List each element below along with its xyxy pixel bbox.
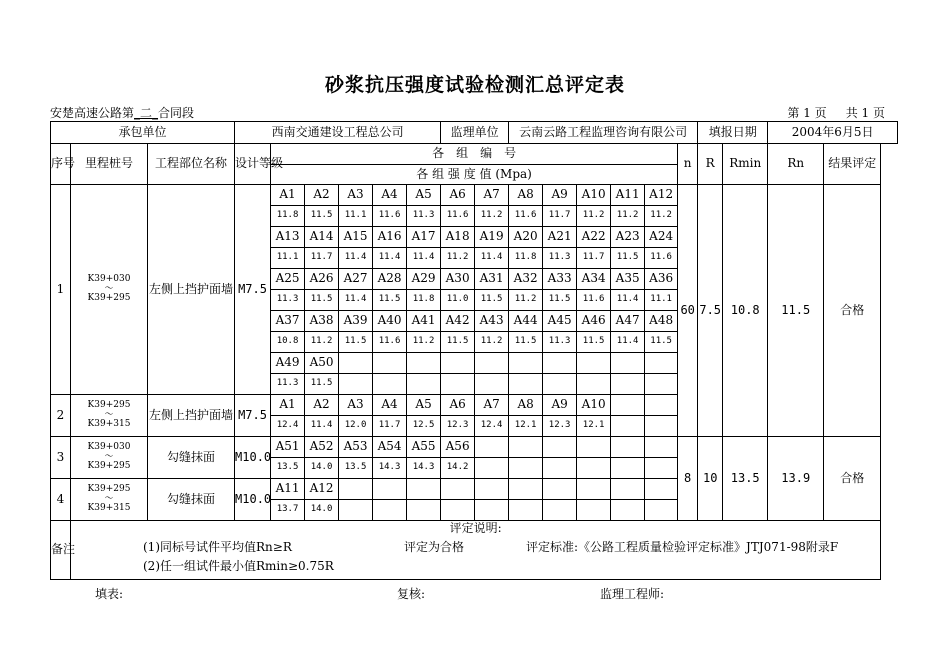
stat-rmin: 10.8 <box>723 185 768 437</box>
group-id-cell: A21 <box>543 227 577 248</box>
strength-value-cell: 11.5 <box>475 290 509 311</box>
row-seq: 3 <box>51 437 71 479</box>
group-id-cell: A11 <box>271 479 305 500</box>
strength-value-cell: 11.3 <box>271 290 305 311</box>
supervisor-name: 云南云路工程监理咨询有限公司 <box>509 122 698 144</box>
strength-value-cell: 13.5 <box>271 458 305 479</box>
group-id-cell: A3 <box>339 185 373 206</box>
stake-tilde: ～ <box>104 493 114 504</box>
group-id-cell: A18 <box>441 227 475 248</box>
strength-value-cell <box>475 500 509 521</box>
page-total: 共 1 页 <box>845 106 885 120</box>
strength-value-cell: 11.3 <box>407 206 441 227</box>
group-id-cell <box>577 479 611 500</box>
info-row <box>51 122 898 144</box>
strength-value-cell: 11.7 <box>543 206 577 227</box>
row-stake <box>71 185 148 395</box>
group-id-cell: A34 <box>577 269 611 290</box>
strength-value-cell: 10.8 <box>271 332 305 353</box>
stake-from: K39+030 <box>87 273 131 284</box>
strength-value-cell: 11.4 <box>611 290 645 311</box>
strength-value-cell: 11.2 <box>645 206 678 227</box>
group-id-cell <box>441 479 475 500</box>
strength-value-cell <box>611 374 645 395</box>
strength-value-cell <box>475 458 509 479</box>
strength-value-cell: 11.4 <box>407 248 441 269</box>
group-id-cell: A2 <box>305 395 339 416</box>
stat-rmin: 13.5 <box>723 437 768 521</box>
strength-value-cell <box>373 374 407 395</box>
strength-value-cell <box>577 458 611 479</box>
project-suffix: 合同段 <box>158 106 195 120</box>
row-grade: M10.0 <box>235 437 271 479</box>
strength-value-cell <box>645 500 678 521</box>
strength-value-cell: 12.0 <box>339 416 373 437</box>
stake-from: K39+295 <box>87 483 131 494</box>
strength-value-cell: 11.0 <box>441 290 475 311</box>
strength-value-cell <box>645 416 678 437</box>
strength-value-cell: 11.4 <box>373 248 407 269</box>
group-id-cell: A24 <box>645 227 678 248</box>
notes-content <box>71 521 881 580</box>
group-id-cell: A48 <box>645 311 678 332</box>
group-id-cell <box>543 353 577 374</box>
header-row-1 <box>51 144 898 165</box>
group-id-cell: A29 <box>407 269 441 290</box>
row-stake <box>71 395 148 437</box>
group-id-cell: A41 <box>407 311 441 332</box>
strength-value-cell <box>645 374 678 395</box>
col-rmin-header: Rmin <box>723 144 768 185</box>
group-id-cell <box>611 437 645 458</box>
row-part: 左侧上挡护面墙 <box>148 185 235 395</box>
strength-value-cell: 12.3 <box>441 416 475 437</box>
group-id-cell <box>407 479 441 500</box>
strength-value-cell: 14.0 <box>305 458 339 479</box>
strength-value-cell: 12.3 <box>543 416 577 437</box>
page-title: 砂浆抗压强度试验检测汇总评定表 <box>324 74 625 96</box>
group-id-cell <box>645 437 678 458</box>
note-rule-2: (2)任一组试件最小值Rmin≥0.75R <box>143 558 334 573</box>
group-id-cell: A19 <box>475 227 509 248</box>
strength-value-cell: 11.6 <box>373 206 407 227</box>
contractor-label: 承包单位 <box>51 122 235 144</box>
group-id-cell <box>577 353 611 374</box>
strength-value-cell: 11.4 <box>305 416 339 437</box>
project-prefix: 安楚高速公路第 <box>50 106 135 120</box>
group-id-cell <box>509 479 543 500</box>
strength-value-cell: 14.2 <box>441 458 475 479</box>
strength-value-cell <box>577 500 611 521</box>
date-label: 填报日期 <box>698 122 768 144</box>
project-name <box>50 104 194 121</box>
notes-heading: 评定说明: <box>449 520 502 535</box>
group-id-cell <box>611 353 645 374</box>
col-stake-header: 里程桩号 <box>71 144 148 185</box>
strength-value-cell <box>339 374 373 395</box>
strength-value-cell: 11.2 <box>441 248 475 269</box>
strength-value-cell: 11.3 <box>543 248 577 269</box>
page-number <box>787 104 885 121</box>
group-id-cell <box>543 437 577 458</box>
strength-value-cell: 11.2 <box>475 206 509 227</box>
strength-value-cell: 11.5 <box>305 206 339 227</box>
strength-value-cell: 11.1 <box>645 290 678 311</box>
stat-r: 7.5 <box>698 185 723 437</box>
group-id-cell <box>577 437 611 458</box>
strength-value-cell: 11.7 <box>577 248 611 269</box>
group-id-cell: A55 <box>407 437 441 458</box>
strength-value-cell: 11.5 <box>305 290 339 311</box>
stat-rn: 11.5 <box>768 185 824 437</box>
col-seq-header: 序号 <box>51 144 71 185</box>
strength-value-cell <box>509 458 543 479</box>
group-id-cell: A51 <box>271 437 305 458</box>
group-id-cell <box>373 353 407 374</box>
strength-value-cell: 11.5 <box>373 290 407 311</box>
strength-value-cell: 11.2 <box>509 290 543 311</box>
supervisor-label: 监理单位 <box>441 122 509 144</box>
group-id-cell <box>475 437 509 458</box>
group-id-cell: A12 <box>645 185 678 206</box>
contractor-name: 西南交通建设工程总公司 <box>235 122 441 144</box>
group-id-cell: A36 <box>645 269 678 290</box>
group-id-cell: A31 <box>475 269 509 290</box>
group-id-cell: A35 <box>611 269 645 290</box>
group-id-cell: A43 <box>475 311 509 332</box>
group-id-cell: A40 <box>373 311 407 332</box>
report-date: 2004年6月5日 <box>768 122 898 144</box>
strength-value-cell <box>543 374 577 395</box>
strength-value-cell: 11.4 <box>611 332 645 353</box>
group-id-cell: A16 <box>373 227 407 248</box>
strength-value-cell: 11.5 <box>339 332 373 353</box>
strength-value-cell: 11.5 <box>543 290 577 311</box>
group-id-cell <box>509 353 543 374</box>
group-id-cell <box>509 437 543 458</box>
row-seq: 4 <box>51 479 71 521</box>
row-grade: M10.0 <box>235 479 271 521</box>
group-id-cell: A10 <box>577 185 611 206</box>
strength-value-cell <box>441 500 475 521</box>
stat-rn: 13.9 <box>768 437 824 521</box>
group-id-cell: A6 <box>441 185 475 206</box>
group-id-cell: A27 <box>339 269 373 290</box>
stat-n: 8 <box>678 437 698 521</box>
strength-value-cell: 11.2 <box>577 206 611 227</box>
strength-value-cell: 11.2 <box>305 332 339 353</box>
group-id-cell: A5 <box>407 185 441 206</box>
group-id-cell: A4 <box>373 395 407 416</box>
strength-value-cell: 11.5 <box>441 332 475 353</box>
group-id-cell: A2 <box>305 185 339 206</box>
stake-to: K39+315 <box>87 503 131 514</box>
group-id-cell: A54 <box>373 437 407 458</box>
row-part: 勾缝抹面 <box>148 479 235 521</box>
group-id-cell: A49 <box>271 353 305 374</box>
strength-value-cell: 14.3 <box>407 458 441 479</box>
row-stake <box>71 479 148 521</box>
group-id-cell: A15 <box>339 227 373 248</box>
group-id-cell: A46 <box>577 311 611 332</box>
col-n-header: n <box>678 144 698 185</box>
group-id-cell: A44 <box>509 311 543 332</box>
strength-value-cell <box>509 374 543 395</box>
group-id-cell: A32 <box>509 269 543 290</box>
group-id-cell <box>611 395 645 416</box>
group-id-cell <box>611 479 645 500</box>
stake-from: K39+030 <box>87 441 131 452</box>
strength-value-cell: 11.1 <box>271 248 305 269</box>
strength-value-cell <box>407 374 441 395</box>
group-id-cell: A5 <box>407 395 441 416</box>
group-id-cell: A7 <box>475 395 509 416</box>
strength-value-cell: 12.1 <box>509 416 543 437</box>
strength-value-cell <box>577 374 611 395</box>
strength-value-cell: 13.7 <box>271 500 305 521</box>
group-id-cell: A50 <box>305 353 339 374</box>
project-section: _二_ <box>134 106 159 120</box>
col-r-header: R <box>698 144 723 185</box>
strength-value-cell: 11.6 <box>373 332 407 353</box>
stake-tilde: ～ <box>104 409 114 420</box>
stake-to: K39+295 <box>87 293 131 304</box>
row-grade: M7.5 <box>235 185 271 395</box>
group-id-cell: A52 <box>305 437 339 458</box>
group-id-cell: A47 <box>611 311 645 332</box>
group-id-cell: A11 <box>611 185 645 206</box>
col-strength-header: 各 组 强 度 值 (Mpa) <box>271 165 678 185</box>
group-id-cell: A30 <box>441 269 475 290</box>
group-id-cell: A20 <box>509 227 543 248</box>
note-rule-1: (1)同标号试件平均值Rn≥R <box>143 539 292 554</box>
group-id-cell <box>373 479 407 500</box>
group-id-cell: A42 <box>441 311 475 332</box>
strength-value-cell: 11.2 <box>611 206 645 227</box>
strength-value-cell <box>543 458 577 479</box>
strength-value-cell: 11.6 <box>577 290 611 311</box>
stat-result: 合格 <box>824 437 881 521</box>
notes-row <box>51 521 898 580</box>
strength-value-cell: 11.4 <box>339 248 373 269</box>
stat-r: 10 <box>698 437 723 521</box>
strength-value-cell: 11.4 <box>339 290 373 311</box>
group-id-cell: A4 <box>373 185 407 206</box>
group-id-cell <box>339 479 373 500</box>
group-id-cell: A28 <box>373 269 407 290</box>
group-id-cell: A7 <box>475 185 509 206</box>
strength-value-cell: 11.6 <box>441 206 475 227</box>
reviewer-label: 复核: <box>397 587 426 601</box>
summary-table <box>50 121 898 580</box>
strength-value-cell: 12.4 <box>271 416 305 437</box>
group-id-cell <box>543 479 577 500</box>
group-id-cell: A9 <box>543 185 577 206</box>
group-id-cell: A25 <box>271 269 305 290</box>
section-number: 二 <box>140 106 153 120</box>
stake-tilde: ～ <box>104 283 114 294</box>
row-grade: M7.5 <box>235 395 271 437</box>
strength-value-cell: 11.5 <box>611 248 645 269</box>
strength-value-cell: 11.6 <box>645 248 678 269</box>
row-part: 左侧上挡护面墙 <box>148 395 235 437</box>
page-label: 第 1 页 <box>787 106 827 120</box>
row-stake <box>71 437 148 479</box>
stat-n: 60 <box>678 185 698 437</box>
col-grade-header: 设计等级 <box>235 144 271 185</box>
strength-value-cell <box>509 500 543 521</box>
strength-value-cell: 11.5 <box>645 332 678 353</box>
filler-label: 填表: <box>95 587 124 601</box>
group-id-row <box>51 437 898 458</box>
strength-value-cell <box>441 374 475 395</box>
row-seq: 2 <box>51 395 71 437</box>
group-id-cell: A1 <box>271 185 305 206</box>
stake-to: K39+315 <box>87 419 131 430</box>
col-rn-header: Rn <box>768 144 824 185</box>
group-id-cell: A45 <box>543 311 577 332</box>
strength-value-cell: 11.8 <box>407 290 441 311</box>
group-id-cell <box>475 479 509 500</box>
group-id-cell <box>645 479 678 500</box>
group-id-cell <box>407 353 441 374</box>
group-id-cell: A9 <box>543 395 577 416</box>
strength-value-cell: 12.4 <box>475 416 509 437</box>
strength-value-cell <box>611 416 645 437</box>
group-id-cell: A8 <box>509 185 543 206</box>
group-id-cell <box>645 353 678 374</box>
stat-result: 合格 <box>824 185 881 437</box>
group-id-cell: A56 <box>441 437 475 458</box>
note-standard: 评定标准:《公路工程质量检验评定标准》JTJ071-98附录F <box>526 539 839 554</box>
engineer-label: 监理工程师: <box>600 587 665 601</box>
strength-value-cell <box>373 500 407 521</box>
strength-value-cell: 11.5 <box>577 332 611 353</box>
strength-value-cell: 13.5 <box>339 458 373 479</box>
group-id-cell: A53 <box>339 437 373 458</box>
strength-value-cell: 11.5 <box>509 332 543 353</box>
strength-value-cell <box>543 500 577 521</box>
group-id-cell <box>645 395 678 416</box>
group-id-cell <box>339 353 373 374</box>
group-id-cell: A37 <box>271 311 305 332</box>
stake-from: K39+295 <box>87 399 131 410</box>
strength-value-cell: 11.5 <box>305 374 339 395</box>
strength-value-cell <box>611 458 645 479</box>
note-conclusion: 评定为合格 <box>404 539 465 554</box>
strength-value-cell: 14.0 <box>305 500 339 521</box>
group-id-cell: A22 <box>577 227 611 248</box>
row-seq: 1 <box>51 185 71 395</box>
strength-value-cell <box>339 500 373 521</box>
group-id-cell: A3 <box>339 395 373 416</box>
stake-tilde: ～ <box>104 451 114 462</box>
group-id-row <box>51 185 898 206</box>
row-part: 勾缝抹面 <box>148 437 235 479</box>
strength-value-cell <box>475 374 509 395</box>
strength-value-cell <box>407 500 441 521</box>
group-id-cell: A39 <box>339 311 373 332</box>
group-id-cell: A6 <box>441 395 475 416</box>
stake-to: K39+295 <box>87 461 131 472</box>
strength-value-cell: 11.7 <box>373 416 407 437</box>
strength-value-cell: 11.3 <box>271 374 305 395</box>
strength-value-cell: 11.8 <box>271 206 305 227</box>
group-id-cell: A8 <box>509 395 543 416</box>
strength-value-cell: 11.8 <box>509 248 543 269</box>
strength-value-cell: 11.7 <box>305 248 339 269</box>
group-id-cell: A1 <box>271 395 305 416</box>
notes-label: 备注 <box>51 521 71 580</box>
group-id-cell: A26 <box>305 269 339 290</box>
group-id-cell: A17 <box>407 227 441 248</box>
strength-value-cell: 12.1 <box>577 416 611 437</box>
strength-value-cell: 14.3 <box>373 458 407 479</box>
group-id-cell <box>441 353 475 374</box>
col-part-header: 工程部位名称 <box>148 144 235 185</box>
strength-value-cell: 12.5 <box>407 416 441 437</box>
group-id-cell: A12 <box>305 479 339 500</box>
strength-value-cell: 11.4 <box>475 248 509 269</box>
group-id-cell: A33 <box>543 269 577 290</box>
group-id-cell: A13 <box>271 227 305 248</box>
strength-value-cell <box>645 458 678 479</box>
group-id-cell: A14 <box>305 227 339 248</box>
strength-value-cell: 11.1 <box>339 206 373 227</box>
strength-value-cell: 11.2 <box>475 332 509 353</box>
strength-value-cell: 11.6 <box>509 206 543 227</box>
group-id-cell: A10 <box>577 395 611 416</box>
col-result-header: 结果评定 <box>824 144 881 185</box>
col-group-no-header: 各 组 编 号 <box>271 144 678 165</box>
group-id-cell: A38 <box>305 311 339 332</box>
group-id-cell: A23 <box>611 227 645 248</box>
strength-value-cell: 11.2 <box>407 332 441 353</box>
strength-value-cell <box>611 500 645 521</box>
group-id-cell <box>475 353 509 374</box>
strength-value-cell: 11.3 <box>543 332 577 353</box>
